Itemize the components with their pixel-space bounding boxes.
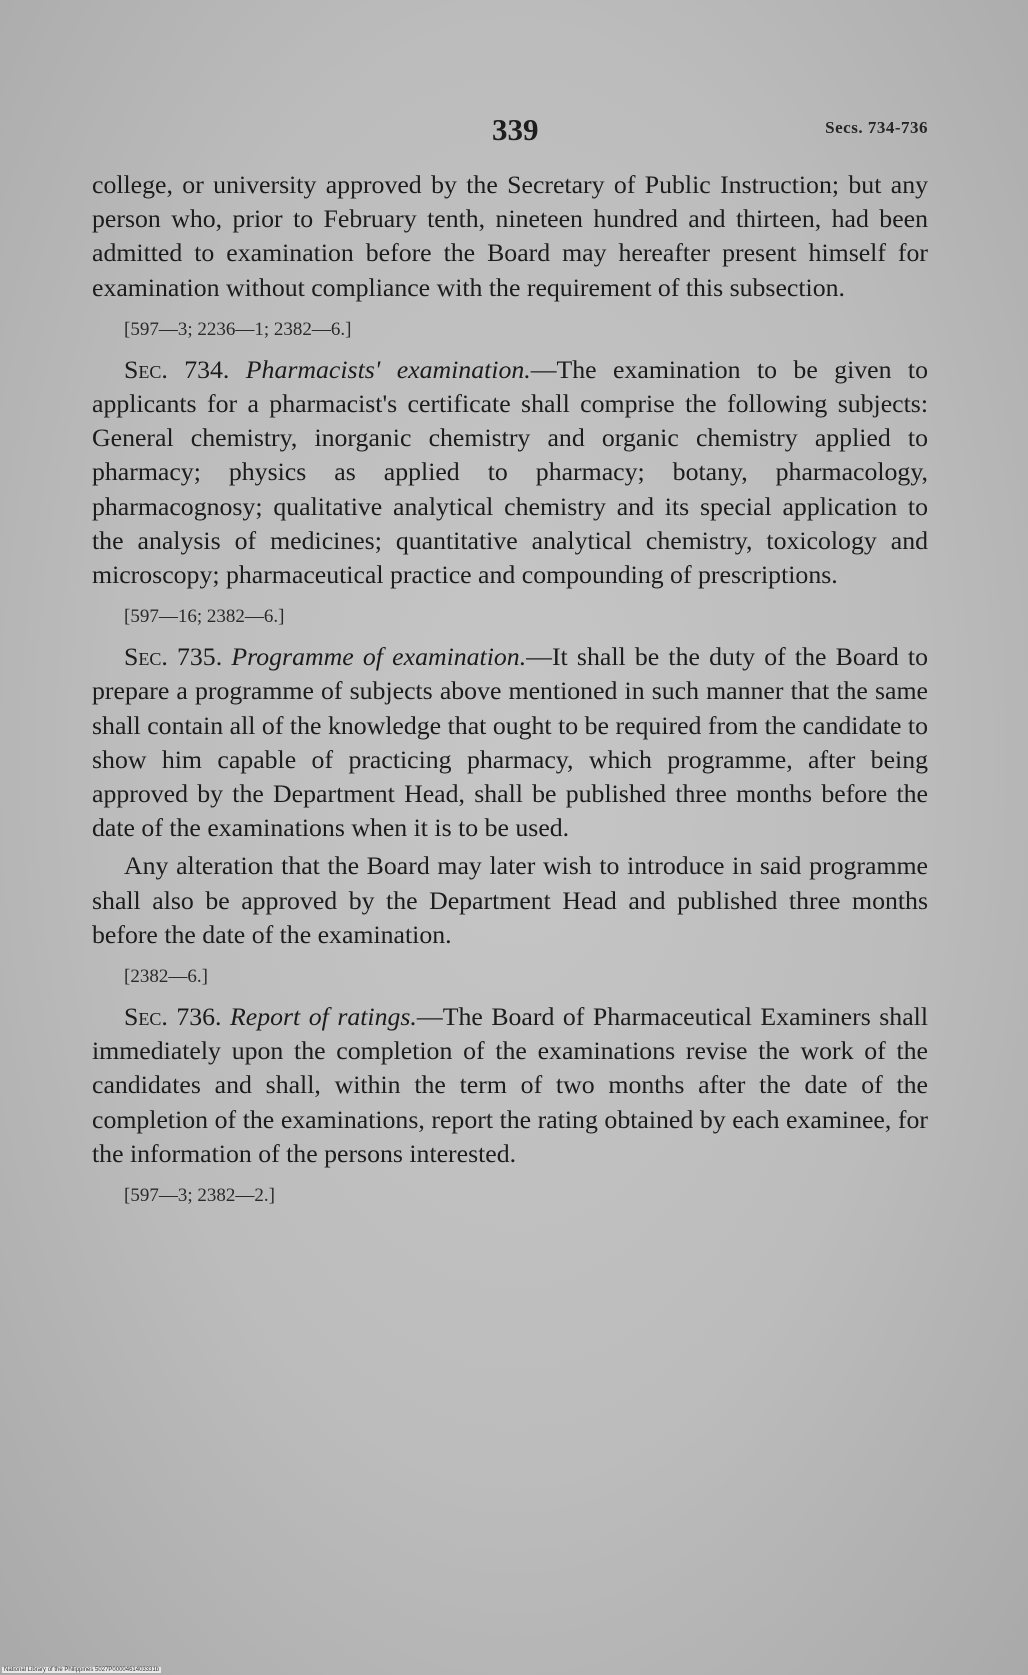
running-head <box>0 112 1028 152</box>
section-734-title: Pharmacists' examination. <box>245 354 531 384</box>
section-735-label: Sec. 735. <box>124 642 223 672</box>
section-range: Secs. 734-736 <box>825 118 928 137</box>
library-credit: National Library of the Philippines 5027P0000461403331b <box>4 1667 160 1673</box>
section-736 <box>92 1000 928 1171</box>
section-735-title: Programme of examination. <box>231 642 527 672</box>
intro-citation: [597—3; 2236—1; 2382—6.] <box>124 318 352 340</box>
section-735-citation: [2382—6.] <box>124 966 208 988</box>
section-735-body: —It shall be the duty of the Board to prepare a programme of subjects above mentioned in such manner that the same shall contain all of the knowledge that ought to be required from the candidate to show him capable of practicing pharmacy, which programme, after being approved by the Department Head, shall be published three months before the date of the examinations when it is to be used. <box>92 642 928 843</box>
section-736-label: Sec. 736. <box>124 1002 222 1032</box>
section-735 <box>92 640 928 845</box>
intro-paragraph: college, or university approved by the Secretary of Public Instruction; but any person who, prior to February tenth, nineteen hundred and thirteen, had been admitted to examination before the Board may hereafter present himself for examination without compliance with the requirement of this subsection. <box>92 170 928 302</box>
section-734-citation: [597—16; 2382—6.] <box>124 606 285 628</box>
section-734-label: Sec. 734. <box>124 354 230 384</box>
section-734-body: —The examination to be given to applicants for a pharmacist's certificate shall comprise the following subjects: General chemistry, inorganic chemistry and organic chemistry applied to pharmacy; physics as applied to pharmacy; botany, pharmacology, pharmacognosy; qualitative analytical chemistry and its special application to the analysis of medicines; quantitative analytical chemistry, toxicology and microscopy; pharmaceutical practice and compounding of prescriptions. <box>92 354 928 590</box>
section-736-body: —The Board of Pharmaceutical Examiners shall immediately upon the completion of the examinations revise the work of the candidates and shall, within the term of two months after the date of the completion of the examinations, report the rating obtained by each examinee, for the information of the persons interested. <box>92 1002 928 1168</box>
section-736-title: Report of ratings. <box>230 1002 417 1032</box>
section-735-paragraph-2: Any alteration that the Board may later wish to introduce in said programme shall also be approved by the Department Head and published three months before the date of the examination. <box>92 851 928 949</box>
section-736-citation: [597—3; 2382—2.] <box>124 1185 275 1207</box>
body-text <box>92 168 928 1219</box>
page-number: 339 <box>492 112 539 147</box>
section-734 <box>92 353 928 592</box>
